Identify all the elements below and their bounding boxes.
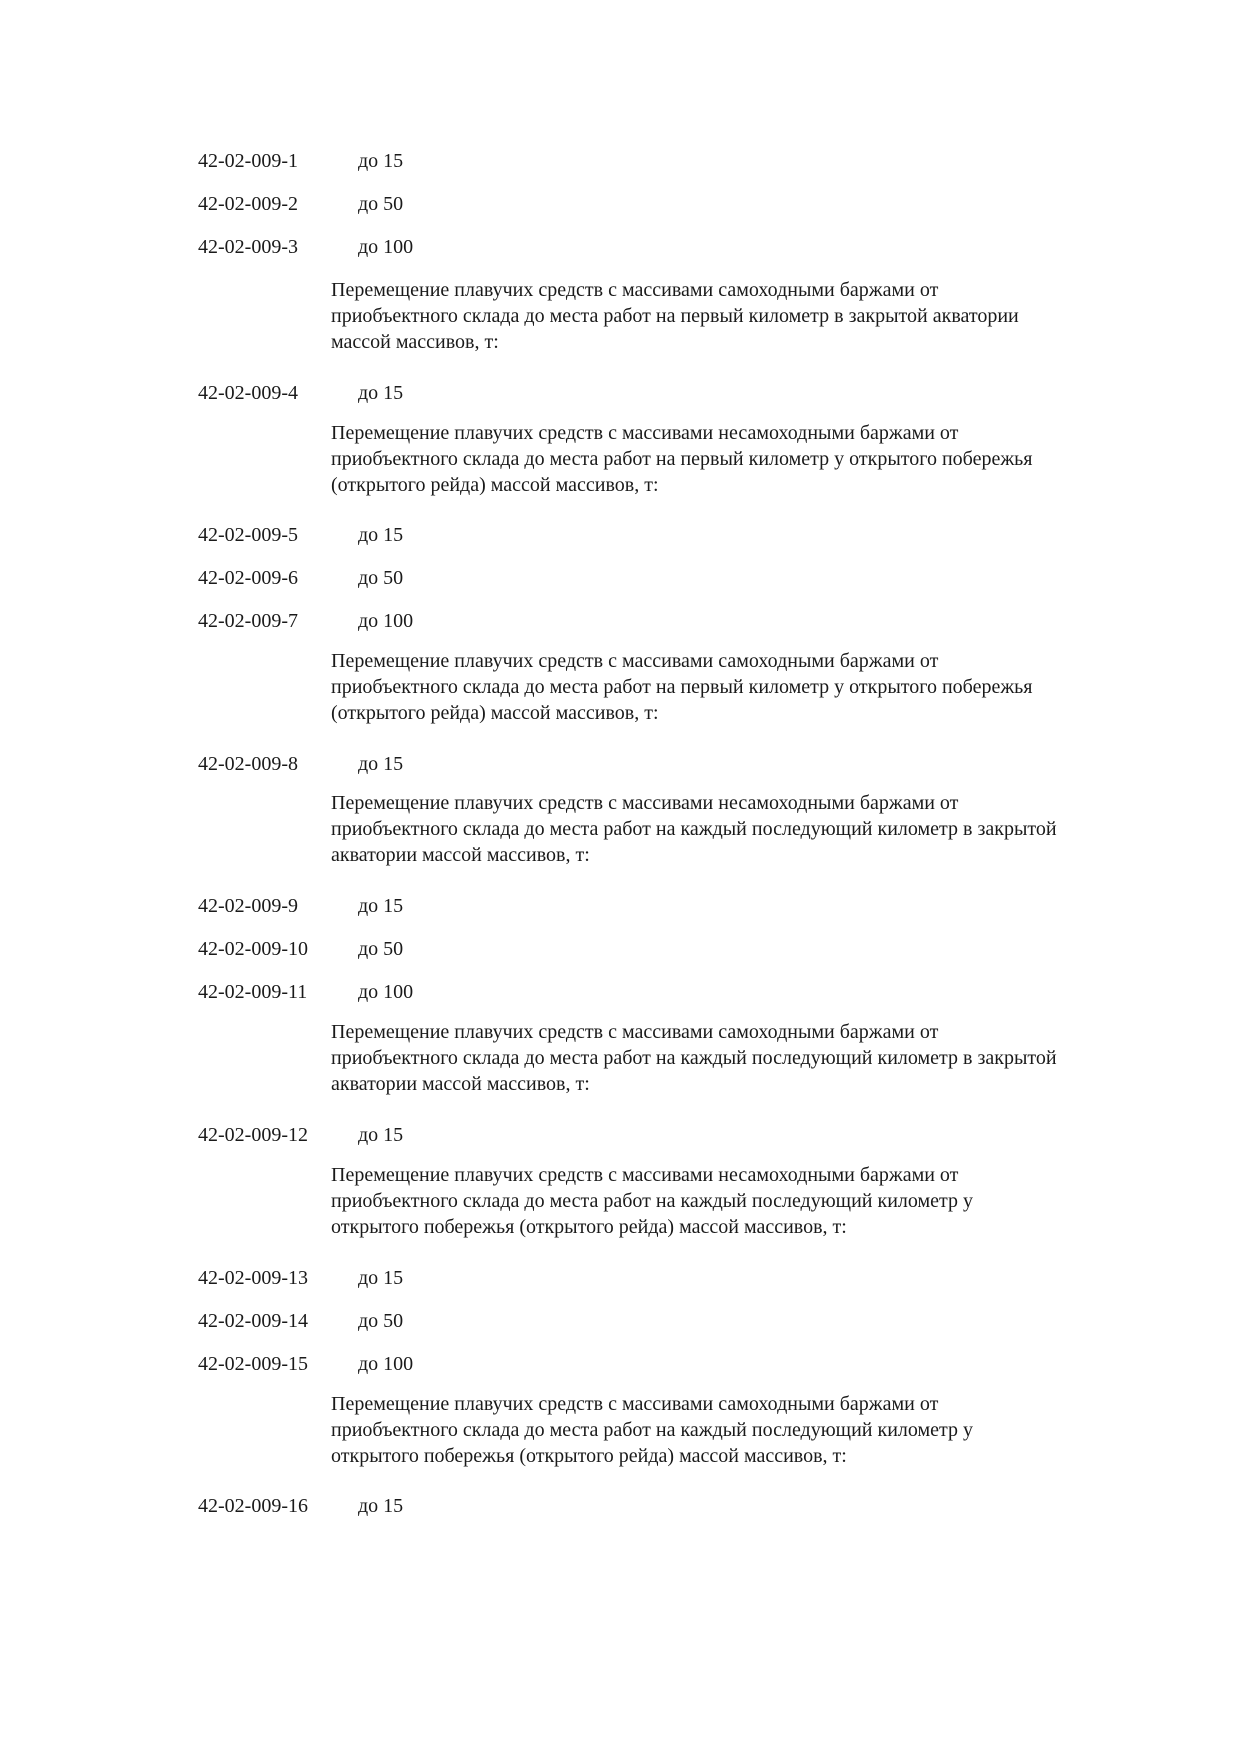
row-range: до 100 <box>358 981 414 1003</box>
table-row <box>0 1120 1240 1150</box>
row-range: до 15 <box>358 1495 404 1517</box>
row-range: до 100 <box>358 236 414 258</box>
table-row <box>0 606 1240 636</box>
row-code: 42-02-009-12 <box>198 1124 308 1146</box>
table-row <box>0 1263 1240 1293</box>
row-code: 42-02-009-9 <box>198 895 298 917</box>
section-heading: Перемещение плавучих средств с массивами самоходными баржами от приобъектного склада до места работ на каждый последующий километр у открытого побережья (открытого рейда) массой массивов, т: <box>331 1393 974 1467</box>
table-row <box>0 520 1240 550</box>
row-range: до 15 <box>358 1267 404 1289</box>
row-range: до 15 <box>358 150 404 172</box>
row-code: 42-02-009-6 <box>198 567 298 589</box>
table-row <box>0 146 1240 176</box>
section-heading: Перемещение плавучих средств с массивами самоходными баржами от приобъектного склада до места работ на каждый последующий километр в закрытой акватории массой массивов, т: <box>331 1021 1057 1095</box>
table-row <box>0 977 1240 1007</box>
row-range: до 15 <box>358 1124 404 1146</box>
row-code: 42-02-009-14 <box>198 1310 308 1332</box>
row-code: 42-02-009-7 <box>198 610 298 632</box>
row-range: до 15 <box>358 753 404 775</box>
row-range: до 100 <box>358 610 414 632</box>
row-range: до 15 <box>358 382 404 404</box>
section-heading: Перемещение плавучих средств с массивами несамоходными баржами от приобъектного склада до места работ на первый километр у открытого побережья (открытого рейда) массой массивов, т: <box>331 422 1033 496</box>
table-row <box>0 1306 1240 1336</box>
row-code: 42-02-009-4 <box>198 382 298 404</box>
row-range: до 50 <box>358 1310 404 1332</box>
row-code: 42-02-009-16 <box>198 1495 308 1517</box>
row-range: до 100 <box>358 1353 414 1375</box>
row-code: 42-02-009-10 <box>198 938 308 960</box>
row-range: до 50 <box>358 193 404 215</box>
row-code: 42-02-009-3 <box>198 236 298 258</box>
table-row <box>0 749 1240 779</box>
row-code: 42-02-009-1 <box>198 150 298 172</box>
row-code: 42-02-009-5 <box>198 524 298 546</box>
table-row <box>0 189 1240 219</box>
table-row <box>0 563 1240 593</box>
table-row <box>0 1491 1240 1521</box>
row-range: до 50 <box>358 938 404 960</box>
table-row <box>0 1349 1240 1379</box>
row-code: 42-02-009-8 <box>198 753 298 775</box>
row-range: до 15 <box>358 524 404 546</box>
section-heading: Перемещение плавучих средств с массивами самоходными баржами от приобъектного склада до места работ на первый километр у открытого побережья (открытого рейда) массой массивов, т: <box>331 650 1033 724</box>
row-code: 42-02-009-13 <box>198 1267 308 1289</box>
table-row <box>0 232 1240 262</box>
row-code: 42-02-009-11 <box>198 981 308 1003</box>
row-range: до 15 <box>358 895 404 917</box>
section-heading: Перемещение плавучих средств с массивами несамоходными баржами от приобъектного склада до места работ на каждый последующий километр у открытого побережья (открытого рейда) массой массивов, т: <box>331 1164 974 1238</box>
section-heading: Перемещение плавучих средств с массивами самоходными баржами от приобъектного склада до места работ на первый километр в закрытой акватории массой массивов, т: <box>331 279 1019 353</box>
table-row <box>0 891 1240 921</box>
table-row <box>0 378 1240 408</box>
section-heading: Перемещение плавучих средств с массивами несамоходными баржами от приобъектного склада до места работ на каждый последующий километр в закрытой акватории массой массивов, т: <box>331 792 1057 866</box>
row-code: 42-02-009-2 <box>198 193 298 215</box>
row-range: до 50 <box>358 567 404 589</box>
row-code: 42-02-009-15 <box>198 1353 308 1375</box>
table-row <box>0 934 1240 964</box>
